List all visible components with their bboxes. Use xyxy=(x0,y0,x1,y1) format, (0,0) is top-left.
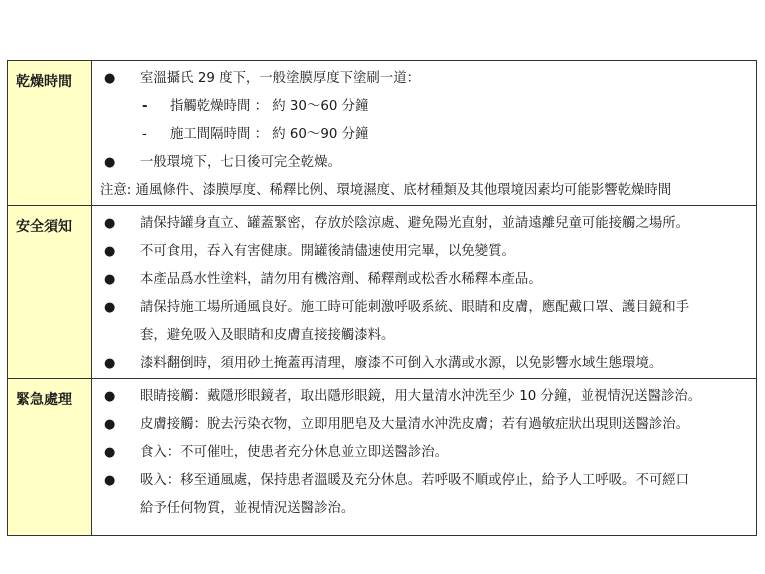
list-item-continuation xyxy=(92,322,756,350)
list-item xyxy=(92,439,756,467)
list-item xyxy=(92,65,756,93)
list-item xyxy=(92,294,756,322)
list-item xyxy=(92,266,756,294)
item-text: 指觸乾燥時間 ： 約 30～60 分鐘 xyxy=(170,99,369,114)
item-text: 請保持施工場所通風良好。施工時可能刺激呼吸系統、眼睛和皮膚，應配戴口罩、護目鏡和手 xyxy=(140,300,690,315)
note-text: 注意: 通風條件、漆膜厚度、稀釋比例、環境濕度、底材種類及其他環境因素均可能影響乾燥時間 xyxy=(100,183,672,198)
bullet-icon: ● xyxy=(104,300,116,315)
item-text: 給予任何物質，並視情況送醫診治。 xyxy=(140,501,355,516)
item-text: 眼睛接觸：戴隱形眼鏡者，取出隱形眼鏡，用大量清水沖洗至少 10 分鐘，並視情況送醫診治。 xyxy=(140,389,702,404)
item-text: 皮膚接觸：脫去污染衣物，立即用肥皂及大量清水沖洗皮膚；若有過敏症狀出現則送醫診治。 xyxy=(140,417,690,432)
item-text: 請保持罐身直立、罐蓋緊密，存放於陰涼處、避免陽光直射，並請遠離兒童可能接觸之場所。 xyxy=(140,216,690,231)
bullet-icon: ● xyxy=(104,445,116,460)
item-text: 漆料翻倒時，須用砂土掩蓋再清理，廢漆不可倒入水溝或水源，以免影響水域生態環境。 xyxy=(140,356,663,371)
item-text: 吸入：移至通風處，保持患者溫暖及充分休息。若呼吸不順或停止，給予人工呼吸。不可經口 xyxy=(140,473,690,488)
bullet-icon: ● xyxy=(104,389,116,404)
item-text: 室溫攝氏 29 度下，一般塗膜厚度下塗刷一道： xyxy=(140,71,420,86)
bullet-icon: ● xyxy=(104,244,116,259)
list-item xyxy=(92,238,756,266)
section-body xyxy=(92,61,757,206)
section-row-drying xyxy=(8,61,757,206)
bullet-icon: ● xyxy=(104,356,116,371)
list-item xyxy=(92,93,756,121)
bullet-icon: ● xyxy=(104,216,116,231)
list-item xyxy=(92,149,756,177)
section-heading: 緊急處理 xyxy=(8,379,92,536)
list-item xyxy=(92,350,756,378)
bullet-icon: ● xyxy=(104,417,116,432)
list-item xyxy=(92,383,756,411)
section-heading: 安全須知 xyxy=(8,206,92,379)
item-text: 食入：不可催吐，使患者充分休息並立即送醫診治。 xyxy=(140,445,448,460)
product-info-table xyxy=(7,60,757,536)
bullet-icon: ● xyxy=(104,272,116,287)
section-body xyxy=(92,206,757,379)
section-heading: 乾燥時間 xyxy=(8,61,92,206)
item-text: 套，避免吸入及眼睛和皮膚直接接觸漆料。 xyxy=(140,328,395,343)
section-body xyxy=(92,379,757,536)
bullet-icon: ● xyxy=(104,71,116,86)
bullet-icon: ● xyxy=(104,155,116,170)
item-text: 施工間隔時間 ： 約 60～90 分鐘 xyxy=(170,127,369,142)
item-text: 本產品爲水性塗料，請勿用有機溶劑、稀釋劑或松香水稀釋本產品。 xyxy=(140,272,542,287)
list-item xyxy=(92,210,756,238)
item-text: 不可食用，吞入有害健康。開罐後請儘速使用完畢，以免變質。 xyxy=(140,244,515,259)
dash-icon: - xyxy=(142,127,147,142)
list-item-continuation xyxy=(92,495,756,523)
item-text: 一般環境下，七日後可完全乾燥。 xyxy=(140,155,341,170)
note-line xyxy=(92,177,756,205)
list-item xyxy=(92,121,756,149)
section-row-safety xyxy=(8,206,757,379)
list-item xyxy=(92,411,756,439)
dash-icon: - xyxy=(142,99,148,114)
list-item xyxy=(92,467,756,495)
section-row-emergency xyxy=(8,379,757,536)
bullet-icon: ● xyxy=(104,473,116,488)
